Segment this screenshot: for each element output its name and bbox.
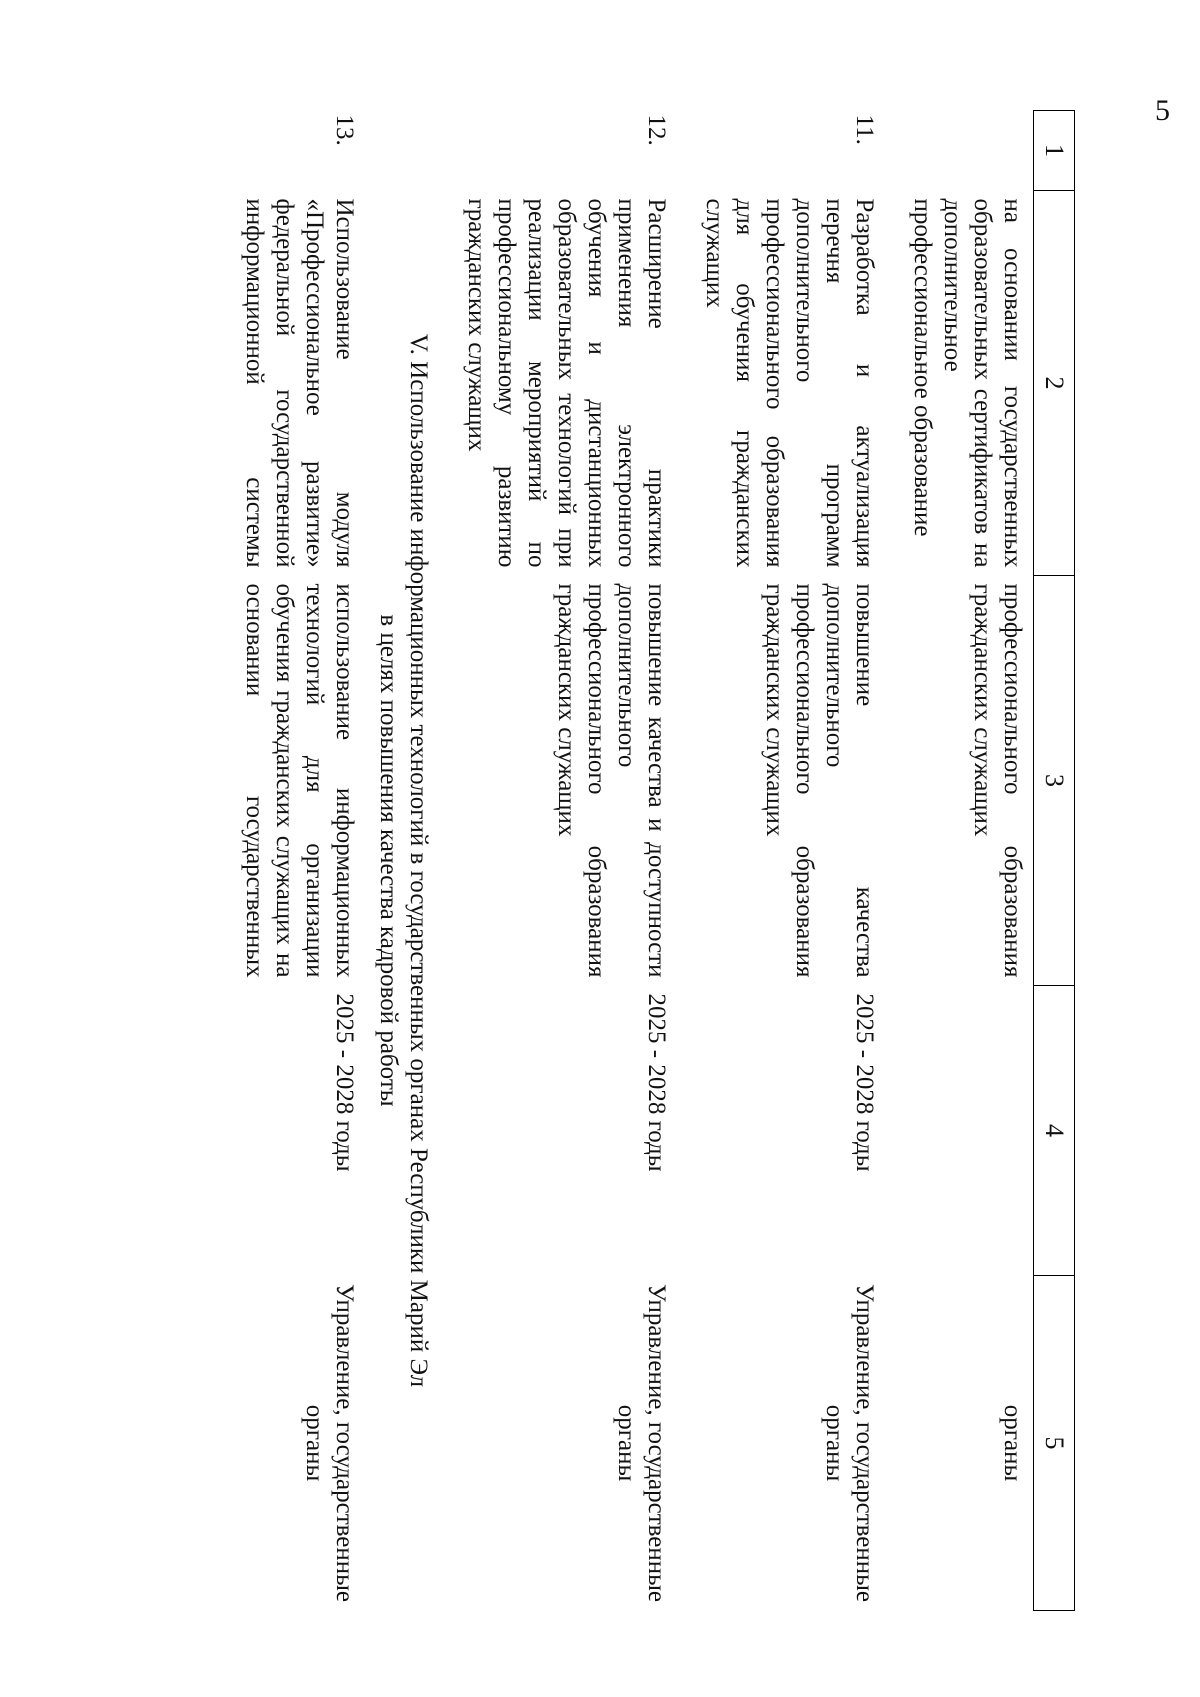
responsible-cell: Управление, государственные органы — [613, 1283, 670, 1603]
result-cell: профессионального образования гражданских служащих — [969, 583, 1026, 978]
header-col-5: 5 — [1034, 1276, 1075, 1611]
row-number — [883, 111, 1034, 191]
section-heading — [363, 111, 437, 1611]
header-col-2: 2 — [1034, 191, 1075, 576]
table-header-row — [1034, 111, 1075, 1611]
measure-cell: Использование модуля «Профессиональное развитие» федеральной государственной информационной системы — [241, 198, 358, 568]
period-cell — [883, 986, 1034, 1276]
table-row — [437, 111, 675, 1611]
result-cell: использование информационных технологий для организации обучения гражданских служащих на основании государственных — [241, 583, 358, 978]
page-number: 5 — [1155, 94, 1170, 127]
measure-cell: на основании государственных образовательных сертификатов на дополнительное профессиональное образование — [909, 198, 1026, 568]
responsible-cell: органы — [999, 1404, 1026, 1482]
row-number: 11. — [851, 114, 878, 145]
period-cell: 2025 - 2028 годы — [643, 993, 670, 1172]
section-heading-row — [363, 111, 437, 1611]
header-col-4: 4 — [1034, 986, 1075, 1276]
period-cell: 2025 - 2028 годы — [851, 993, 878, 1172]
section-heading-line-2: в целях повышения качества кадровой работы — [375, 614, 402, 1107]
measure-cell: Расширение практики применения электронного обучения и дистанционных образовательных технологий при реализации мероприятий по профессиональному развитию гражданских служащих — [463, 198, 670, 568]
action-plan-table — [215, 110, 1075, 1611]
responsible-cell: Управление, государственные органы — [821, 1283, 878, 1603]
rotated-table-sheet — [241, 110, 1075, 1610]
measure-cell: Разработка и актуализация перечня программ дополнительного профессионального образования для обучения гражданских служащих — [701, 198, 878, 568]
result-cell: повышение качества дополнительного профессионального образования гражданских служащих — [761, 583, 878, 978]
section-heading-line-1: V. Использование информационных технологий в государственных органах Республики Марий Эл — [405, 333, 432, 1388]
period-cell: 2025 - 2028 годы — [331, 993, 358, 1172]
header-col-3: 3 — [1034, 576, 1075, 986]
responsible-cell: Управление, государственные органы — [301, 1283, 358, 1603]
result-cell: повышение качества и доступности дополнительного профессионального образования гражданских служащих — [553, 583, 670, 978]
table-row — [675, 111, 883, 1611]
table-row — [215, 111, 363, 1611]
table-row-continued — [883, 111, 1034, 1611]
row-number: 13. — [331, 114, 358, 146]
header-col-1: 1 — [1034, 111, 1075, 191]
row-number: 12. — [643, 114, 670, 146]
